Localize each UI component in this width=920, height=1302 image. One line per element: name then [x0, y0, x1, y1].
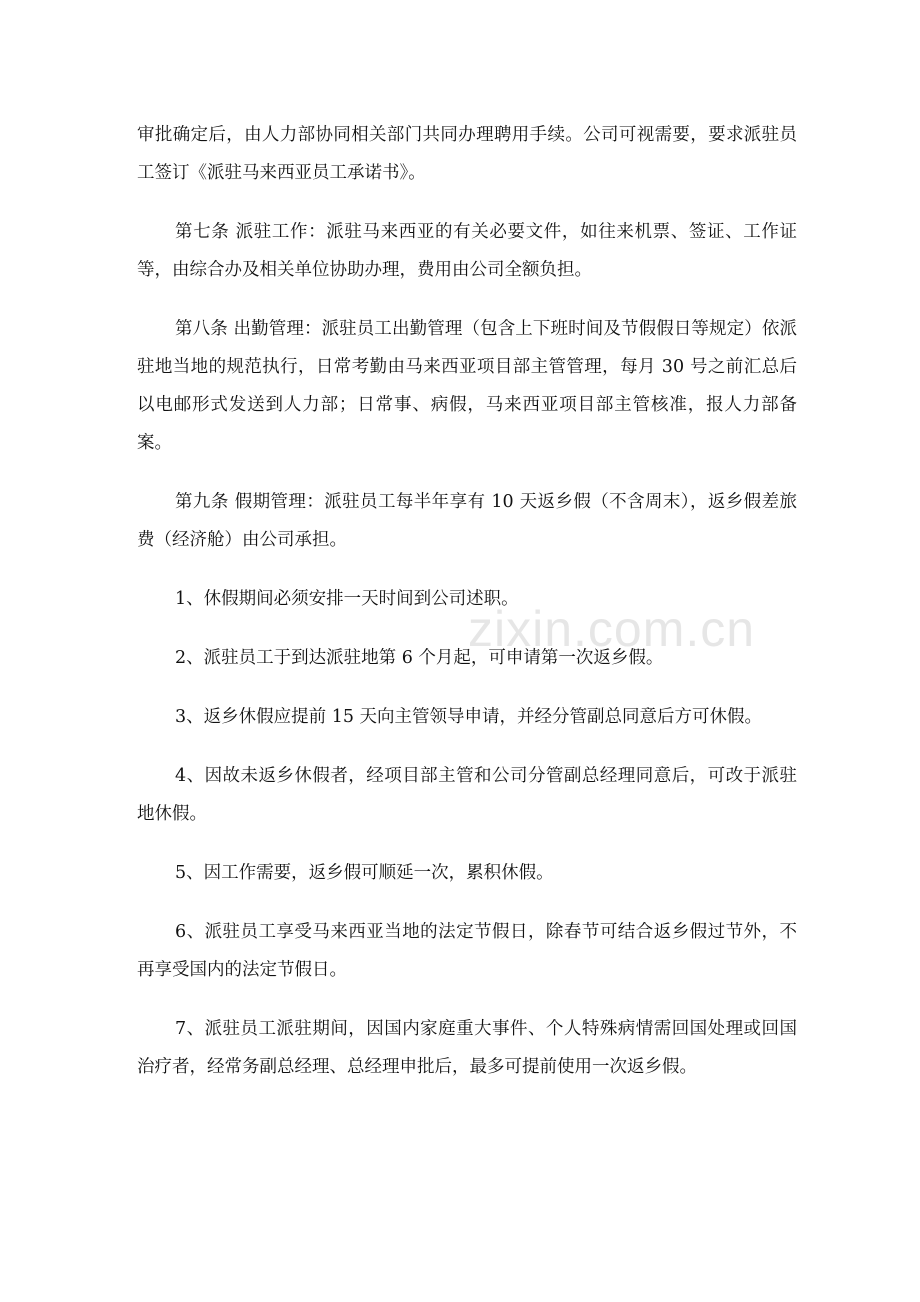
list-item-5: 5、因工作需要，返乡假可顺延一次，累积休假。 — [175, 863, 554, 883]
list-item-7: 7、派驻员工派驻期间，因国内家庭重大事件、个人特殊病情需回国处理或回国治疗者，经常务副总经理、总经理申批后，最多可提前使用一次返乡假。 — [137, 1019, 797, 1077]
list-item-6: 6、派驻员工享受马来西亚当地的法定节假日，除春节可结合返乡假过节外，不再享受国内的法定节假日。 — [137, 922, 797, 980]
list-item-4: 4、因故未返乡休假者，经项目部主管和公司分管副总经理同意后，可改于派驻地休假。 — [137, 766, 797, 824]
paragraph-article-8: 第八条 出勤管理：派驻员工出勤管理（包含上下班时间及节假假日等规定）依派驻地当地的规范执行，日常考勤由马来西亚项目部主管管理，每月 30 号之前汇总后以电邮形式发送到人力部；日常事、病假，马来西亚项目部主管核准，报人力部备案。 — [137, 319, 797, 453]
watermark: zixin.com.cn — [468, 601, 756, 657]
paragraph-article-7: 第七条 派驻工作：派驻马来西亚的有关必要文件，如往来机票、签证、工作证等，由综合办及相关单位协助办理，费用由公司全额负担。 — [137, 222, 797, 280]
list-item-3: 3、返乡休假应提前 15 天向主管领导申请，并经分管副总同意后方可休假。 — [175, 707, 763, 727]
list-item-2: 2、派驻员工于到达派驻地第 6 个月起，可申请第一次返乡假。 — [175, 648, 664, 668]
paragraph-article-9: 第九条 假期管理：派驻员工每半年享有 10 天返乡假（不含周末），返乡假差旅费（经济舱）由公司承担。 — [137, 492, 797, 550]
paragraph-continuation: 审批确定后，由人力部协同相关部门共同办理聘用手续。公司可视需要，要求派驻员工签订《派驻马来西亚员工承诺书》。 — [137, 125, 797, 183]
list-item-1: 1、休假期间必须安排一天时间到公司述职。 — [175, 589, 519, 609]
